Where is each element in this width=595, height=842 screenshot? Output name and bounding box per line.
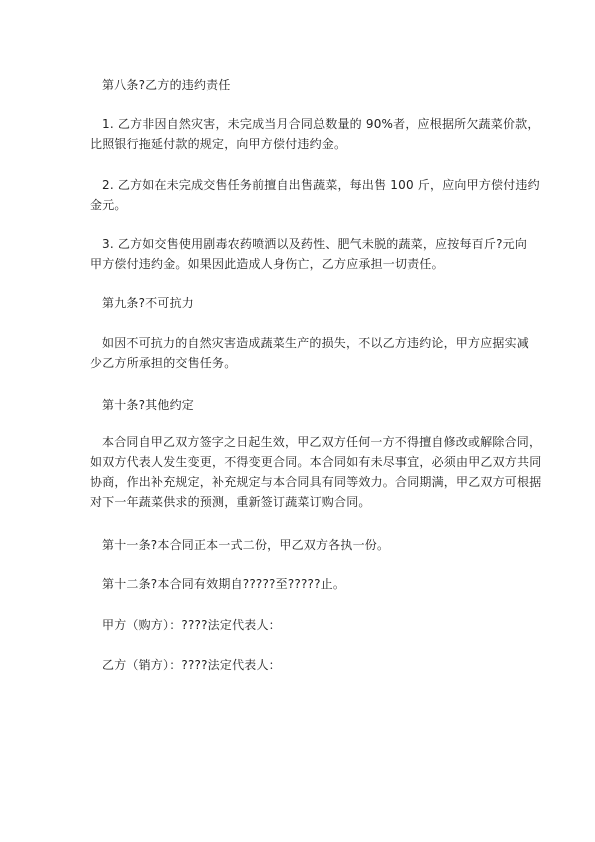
paragraph-line: 第十二条?本合同有效期自?????至?????止。 [102,577,346,591]
article-12 [90,574,548,594]
article-11 [90,535,548,555]
paragraph-line: 甲方偿付违约金。如果因此造成人身伤亡，乙方应承担一切责任。 [90,257,444,271]
paragraph-line: 2. 乙方如在未完成交售任务前擅自出售蔬菜，每出售 100 斤，应向甲方偿付违约 [102,178,540,192]
party-a-signature-line [90,615,548,635]
paragraph-line: 比照银行拖延付款的规定，向甲方偿付违约金。 [90,137,347,151]
paragraph-line: 3. 乙方如交售使用剧毒农药喷洒以及药性、肥气未脱的蔬菜，应按每百斤?元向 [102,237,528,251]
party-b-signature-line [90,655,548,675]
article-8-item-2 [90,175,548,215]
article-8-item-1 [90,114,548,154]
paragraph-line: 1. 乙方非因自然灾害，未完成当月合同总数量的 90%者，应根据所欠蔬菜价款， [102,117,540,131]
paragraph-line: 如因不可抗力的自然灾害造成蔬菜生产的损失，不以乙方违约论，甲方应据实减 [102,336,530,350]
paragraph-line: 协商，作出补充规定，补充规定与本合同具有同等效力。合同期满，甲乙双方可根据 [90,475,542,489]
paragraph-line: 少乙方所承担的交售任务。 [90,356,237,370]
article-10-heading [90,395,548,415]
article-10-body [90,432,548,512]
paragraph-line: 本合同自甲乙双方签字之日起生效，甲乙双方任何一方不得擅自修改或解除合同， [102,435,542,449]
paragraph-line: 如双方代表人发生变更，不得变更合同。本合同如有未尽事宜，必须由甲乙双方共同 [90,455,542,469]
article-9-body [90,333,548,373]
article-8-heading [90,75,548,95]
heading-text: 第十条?其他约定 [102,398,194,412]
paragraph-line: 第十一条?本合同正本一式二份，甲乙双方各执一份。 [102,538,390,552]
heading-text: 第九条?不可抗力 [102,296,194,310]
paragraph-line: 对下一年蔬菜供求的预测，重新签订蔬菜订购合同。 [90,495,371,509]
article-8-item-3 [90,234,548,274]
heading-text: 第八条?乙方的违约责任 [102,78,231,92]
paragraph-line: 乙方（销方）：????法定代表人： [102,658,281,672]
article-9-heading [90,293,548,313]
paragraph-line: 甲方（购方）：????法定代表人： [102,618,281,632]
paragraph-line: 金元。 [90,198,127,212]
